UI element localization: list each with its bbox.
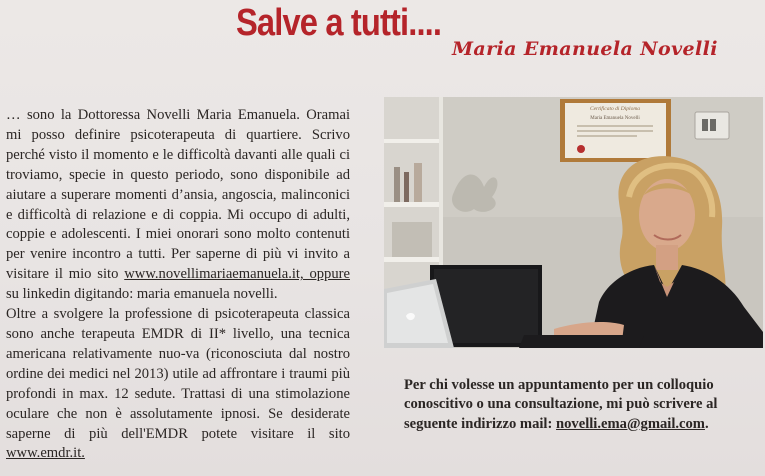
intro-linkedin-text: su linkedin digitando: maria emanuela novelli.	[6, 286, 278, 303]
contact-text: Per chi volesse un appuntamento per un colloquio conoscitivo o una consultazione, mi può scrivere al seguente indirizzo mail:	[404, 377, 718, 432]
email-link[interactable]: novelli.ema@gmail.com	[556, 415, 705, 432]
contact-trailing: .	[704, 415, 709, 432]
personal-website-link[interactable]: www.novellimariaemanuela.it, oppure	[124, 266, 350, 283]
portrait-photo	[384, 97, 763, 348]
emdr-paragraph	[6, 305, 350, 464]
left-column	[6, 106, 350, 464]
author-signature: Maria Emanuela Novelli	[452, 38, 718, 60]
certificate-frame	[560, 99, 671, 162]
article-title: Salve a tutti....	[236, 2, 442, 44]
portrait-photo-illustration	[384, 97, 763, 348]
emdr-text: Oltre a svolgere la professione di psicoterapeuta classica sono anche terapeuta EMDR di II* livello, una tecnica americana relativamente nuo-va (riconosciuta dal nostro ordine dei medici nel 2013) utile ad affrontare i traumi più profondi in max. 12 sedute. Trattasi di una stimolazione oculare che non è assolutamente ipnosi. Se desiderate saperne di più dell'EMDR potete visitare il sito	[6, 306, 350, 442]
emdr-website-link[interactable]: www.emdr.it.	[6, 445, 85, 462]
certificate-name: Maria Emanuela Novelli	[590, 116, 640, 121]
certificate-title: Certificato di Diploma	[589, 106, 641, 112]
intro-paragraph	[6, 106, 350, 305]
contact-paragraph	[404, 376, 764, 434]
intro-text: … sono la Dottoressa Novelli Maria Emanuela. Oramai mi posso definire psicoterapeuta di quartiere. Scrivo perché visto il momento e le difficoltà davanti alle quali ci troviamo, specie in questo periodo, sono disponibile ad aiutare a superare momenti d’ansia, angoscia, malinconici e difficoltà di relazione e di coppia. Mi occupo di adulti, coppie e adolescenti. I miei onorari sono molto contenuti per venire incontro a tutti. Per saperne di più vi invito a visitare il mio sito	[6, 107, 350, 283]
